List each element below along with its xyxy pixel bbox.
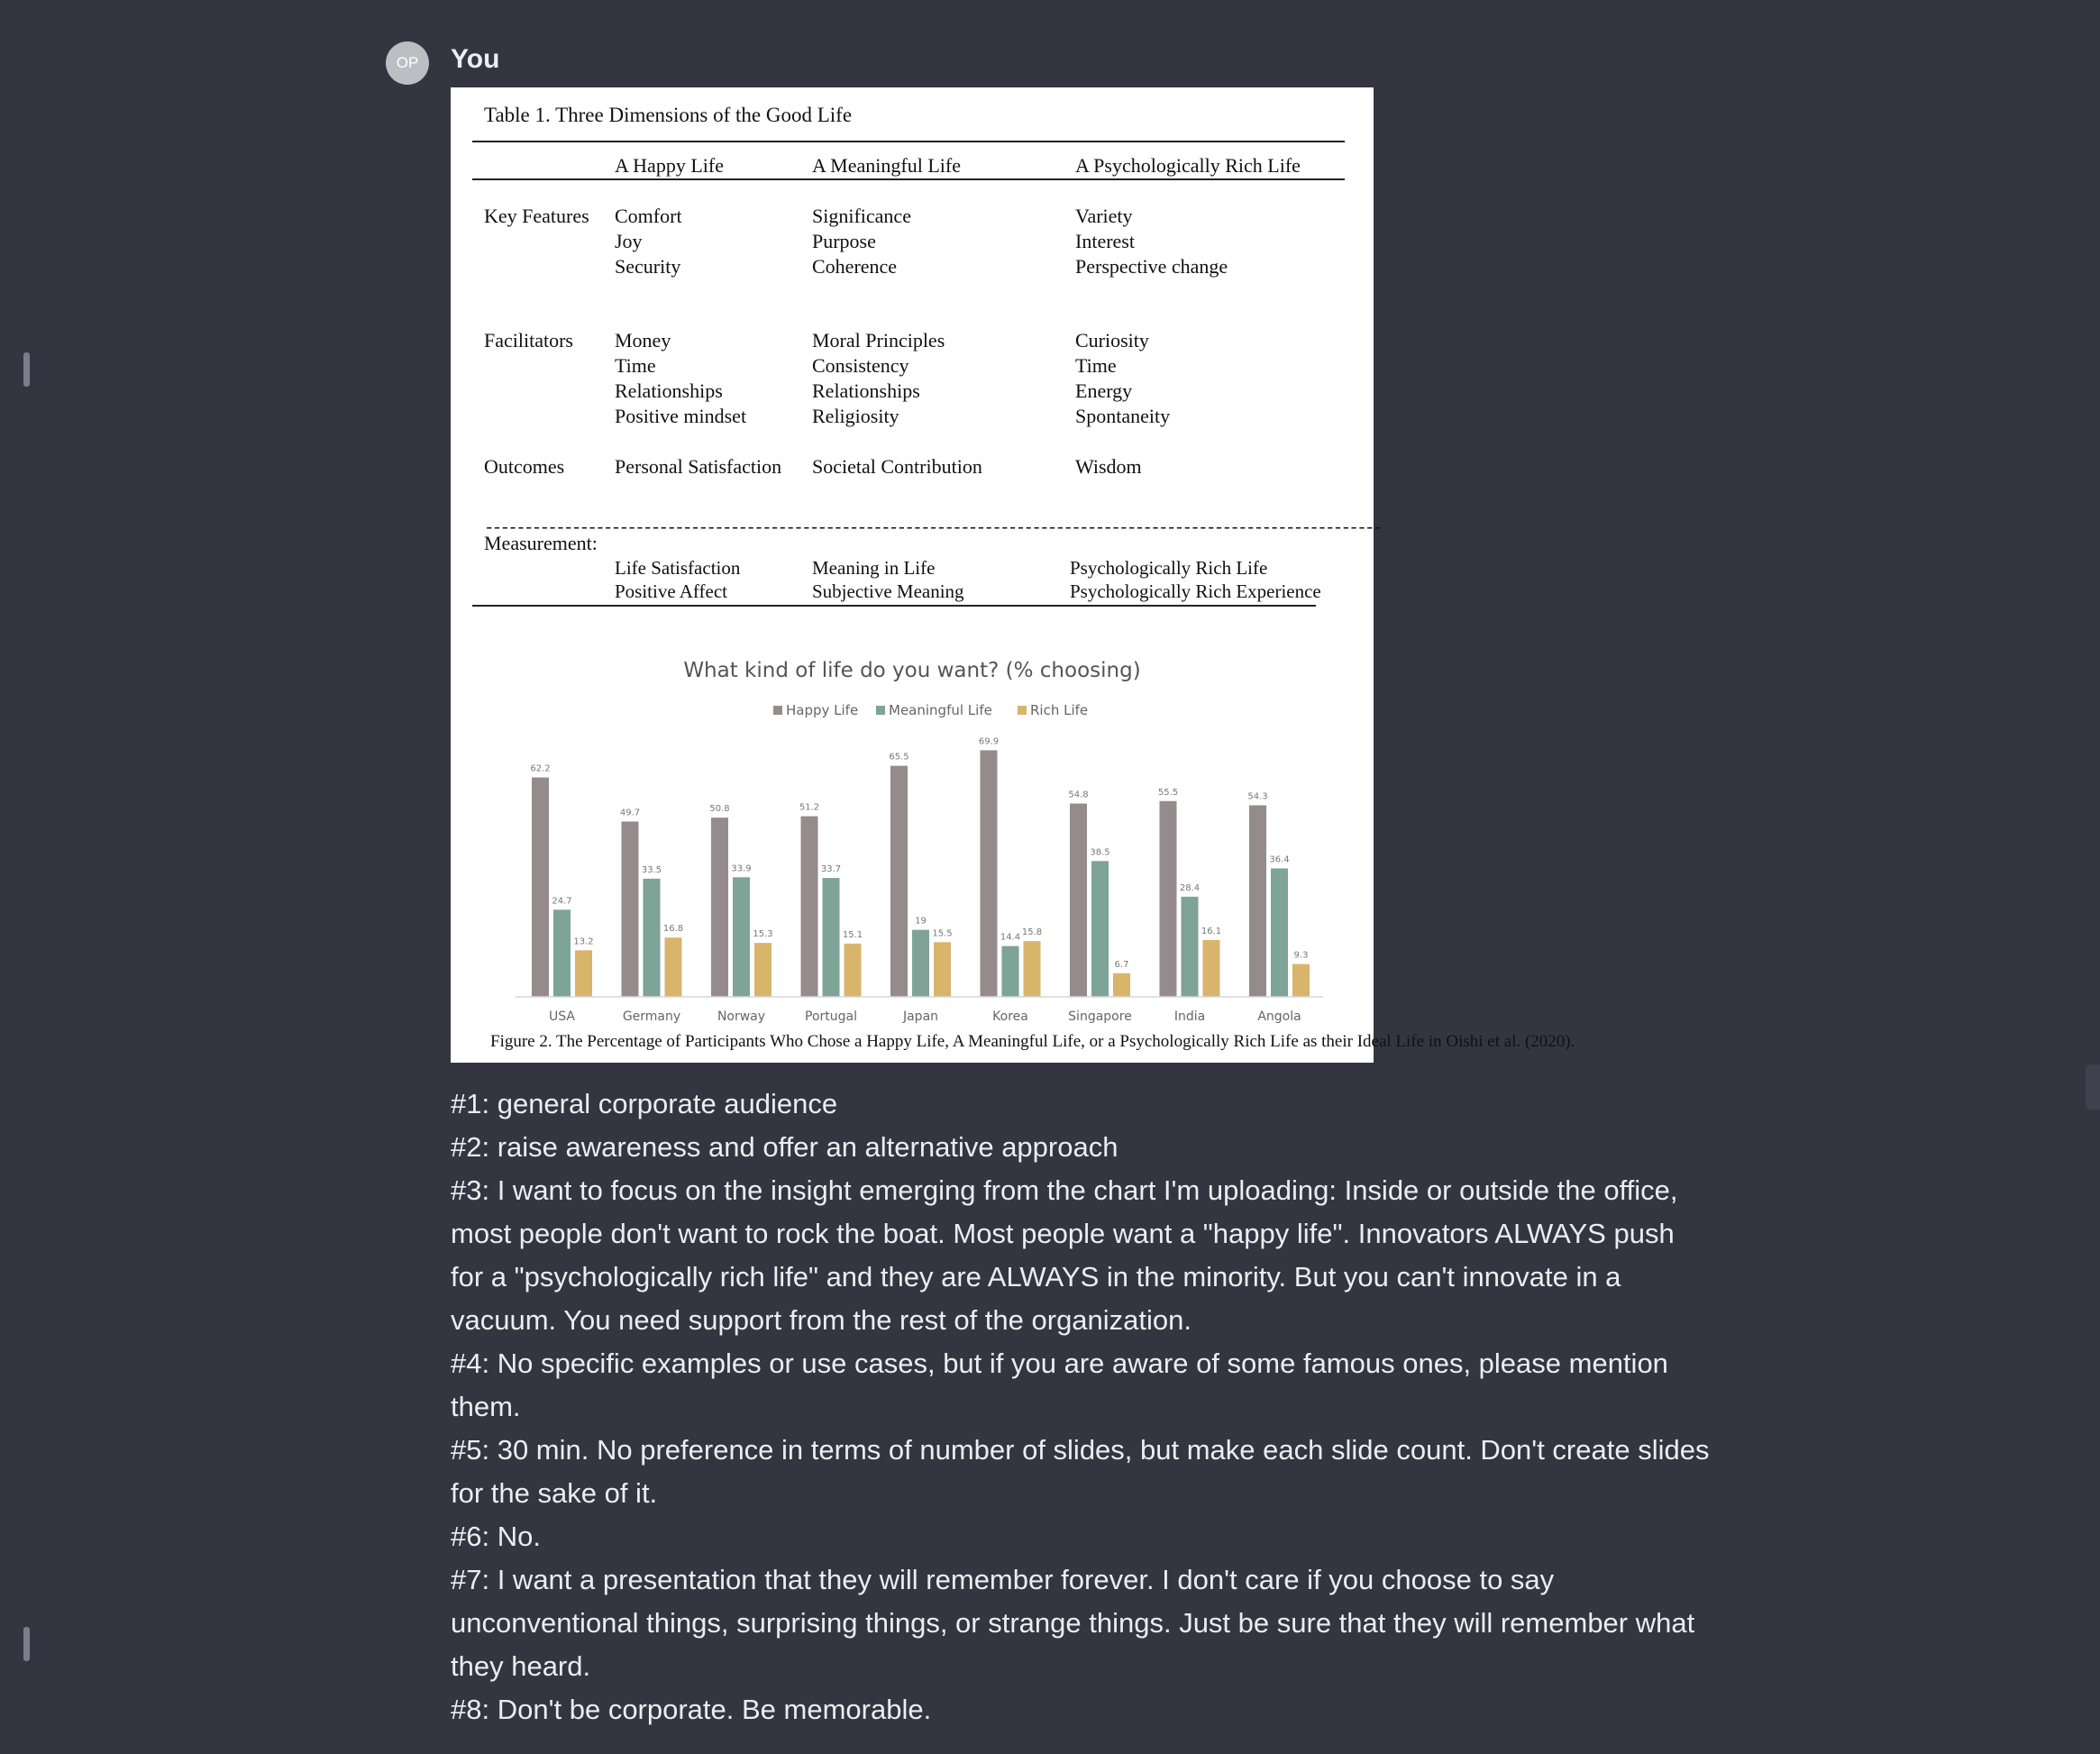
cell-outcome-rich: Wisdom [1075, 455, 1142, 478]
cell-key-meaningful: Significance Purpose Coherence [812, 205, 911, 278]
col-header-meaningful: A Meaningful Life [812, 154, 961, 177]
legend-label: Happy Life [786, 702, 859, 718]
table-title: Table 1. Three Dimensions of the Good Life [484, 104, 853, 126]
message-line: #2: raise awareness and offer an alternative approach [451, 1131, 1118, 1163]
bar [981, 750, 998, 997]
bar [1249, 805, 1266, 997]
bar-value-label: 33.7 [820, 864, 842, 875]
bar [532, 778, 549, 997]
x-tick-label: Portugal [805, 1009, 857, 1024]
bar-value-label: 15.3 [753, 929, 773, 940]
bar-value-label: 69.9 [978, 736, 1000, 747]
bar-value-label: 6.7 [1114, 959, 1129, 970]
bar-value-label: 62.2 [530, 763, 551, 774]
bar-value-label: 65.5 [889, 752, 909, 763]
cell-outcome-happy: Personal Satisfaction [615, 455, 782, 478]
bar-value-label: 54.3 [1247, 791, 1268, 802]
bar-value-label: 14.4 [1000, 932, 1021, 943]
bar-value-label: 28.4 [1179, 882, 1201, 893]
bar-value-label: 49.7 [619, 808, 641, 818]
author-name: You [451, 44, 500, 74]
bar-value-label: 16.8 [662, 924, 684, 935]
cell-facil-meaningful: Moral Principles Consistency Relationships Religiosity [812, 329, 945, 427]
measure-happy: Life Satisfaction Positive Affect [615, 557, 741, 602]
message-text [451, 1083, 1712, 1731]
bar-value-label: 51.2 [799, 802, 820, 813]
bar-chart [451, 637, 1374, 1025]
x-tick-label: Norway [717, 1009, 766, 1024]
avatar: OP [386, 41, 429, 85]
bar-value-label: 54.8 [1068, 790, 1089, 800]
bar [665, 937, 682, 997]
bar [1070, 803, 1087, 997]
x-tick-labels [549, 1009, 1301, 1024]
cell-key-rich: Variety Interest Perspective change [1075, 205, 1228, 278]
bar [622, 821, 639, 997]
bar [890, 766, 908, 997]
bar [823, 878, 840, 997]
chart-legend [773, 702, 1088, 718]
bar-value-label: 15.1 [842, 929, 863, 940]
col-header-rich: A Psychologically Rich Life [1075, 154, 1301, 177]
header-rule [472, 178, 1345, 180]
message-line: #8: Don't be corporate. Be memorable. [451, 1694, 932, 1725]
chart-bars [530, 736, 1310, 997]
bar-value-label: 15.5 [932, 928, 953, 939]
bar [1113, 973, 1130, 997]
table-bottom-rule [472, 605, 1316, 607]
bar [1091, 861, 1109, 997]
bar [711, 818, 728, 997]
message-line: #6: No. [451, 1521, 541, 1552]
message-line: #7: I want a presentation that they will remember forever. I don't care if you choose to say unconventional things, surprising things, or strange things. Just be sure that they will remember what they heard. [451, 1564, 1695, 1682]
x-tick-label: Singapore [1068, 1009, 1132, 1024]
bar-value-label: 33.5 [641, 864, 662, 875]
x-tick-label: Germany [622, 1009, 681, 1024]
bar [575, 950, 592, 997]
bar-value-label: 33.9 [731, 863, 752, 874]
measure-meaningful: Meaning in Life Subjective Meaning [812, 557, 964, 602]
table-top-rule [472, 141, 1345, 142]
bar-value-label: 36.4 [1269, 854, 1290, 865]
attached-image[interactable] [451, 87, 1575, 1063]
scroll-marker-bottom [23, 1627, 30, 1661]
bar [1160, 801, 1177, 997]
message-line: #5: 30 min. No preference in terms of number of slides, but make each slide count. Don't create slides for the sake of it. [451, 1434, 1710, 1509]
bar [912, 930, 929, 997]
x-tick-label: Japan [902, 1009, 939, 1024]
bar [1002, 946, 1019, 997]
bar [733, 877, 750, 997]
legend-label: Rich Life [1030, 702, 1089, 718]
col-header-happy: A Happy Life [615, 154, 724, 177]
legend-swatch [876, 706, 885, 715]
bar [801, 817, 818, 997]
message-line: #1: general corporate audience [451, 1088, 838, 1119]
bar-value-label: 13.2 [573, 936, 594, 947]
cell-outcome-meaningful: Societal Contribution [812, 455, 982, 478]
bar [934, 942, 951, 997]
row-label-facilitators: Facilitators [484, 329, 573, 352]
bar-value-label: 24.7 [552, 896, 572, 907]
bar-value-label: 15.8 [1021, 927, 1043, 938]
x-tick-label: India [1173, 1009, 1206, 1024]
bar [1292, 964, 1310, 997]
dashed-separator: ----------------------------------------------------------------------------------------------------------------- [484, 518, 1381, 538]
cell-facil-happy: Money Time Relationships Positive mindset [615, 329, 747, 427]
x-tick-label: Korea [992, 1009, 1028, 1024]
scroll-marker-top [23, 352, 30, 387]
bar [1024, 941, 1041, 997]
measure-rich: Psychologically Rich Life Psychologically Rich Experience [1070, 557, 1321, 602]
bar [553, 909, 571, 997]
bar-value-label: 55.5 [1157, 787, 1179, 798]
legend-label: Meaningful Life [889, 702, 992, 718]
figure-caption: Figure 2. The Percentage of Participants Who Chose a Happy Life, A Meaningful Life, or a Psychologically Rich Life as their Ideal Life in Oishi et al. (2020). [490, 1032, 1575, 1051]
bar [1203, 940, 1220, 997]
message-line: #4: No specific examples or use cases, but if you are aware of some famous ones, please mention them. [451, 1347, 1668, 1422]
bar [1182, 897, 1199, 997]
message-line: #3: I want to focus on the insight emerging from the chart I'm uploading: Inside or outside the office, most people don't want to rock the boat. Most people want a "happy life". Innovators ALWAYS push for a "psychologically rich life" and they are ALWAYS in the minority. But you can't innovate in a vacuum. You need support from the rest of the organization. [451, 1174, 1678, 1336]
measurement-label: Measurement: [484, 532, 598, 554]
legend-swatch [1018, 706, 1027, 715]
bar-value-label: 38.5 [1090, 847, 1110, 858]
bar-value-label: 16.1 [1201, 926, 1222, 936]
x-tick-label: Angola [1257, 1009, 1301, 1024]
bar [754, 943, 772, 997]
cell-key-happy: Comfort Joy Security [615, 205, 682, 278]
row-label-outcomes: Outcomes [484, 455, 565, 478]
chart-title: What kind of life do you want? (% choosing) [683, 659, 1141, 682]
cell-facil-rich: Curiosity Time Energy Spontaneity [1075, 329, 1171, 427]
x-tick-label: USA [549, 1009, 575, 1024]
bar-value-label: 50.8 [709, 804, 730, 815]
bar [1271, 869, 1288, 997]
scrollbar-thumb[interactable] [2086, 1064, 2100, 1110]
bar-value-label: 19 [915, 916, 927, 927]
bar [845, 944, 862, 997]
bar-value-label: 9.3 [1293, 950, 1309, 961]
legend-swatch [773, 706, 782, 715]
bar [644, 879, 661, 997]
row-label-key-features: Key Features [484, 205, 589, 227]
